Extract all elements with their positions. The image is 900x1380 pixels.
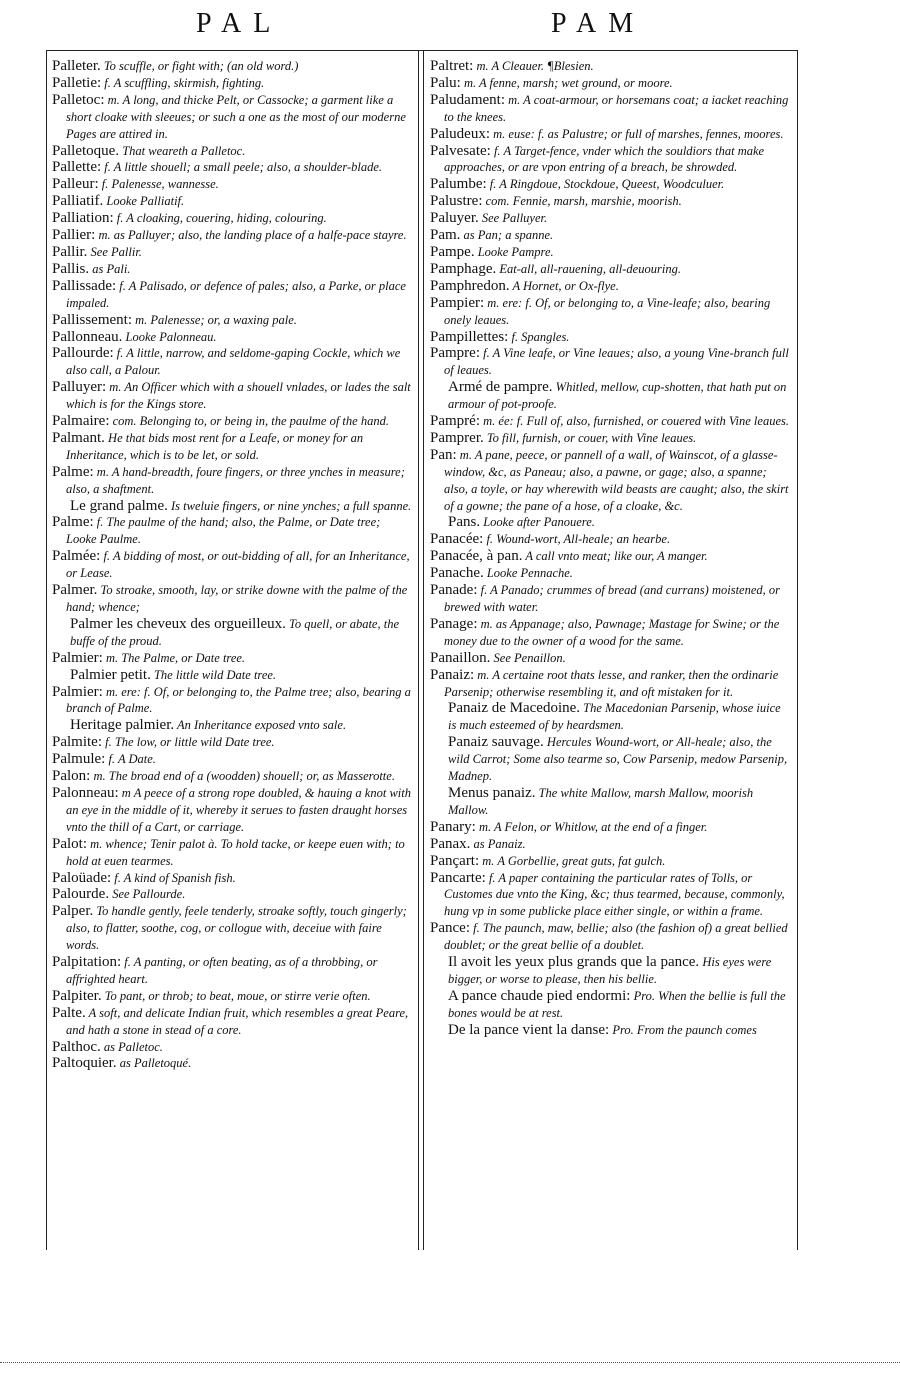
entry-definition: Hercules Wound-wort, or All-heale; also, the wild Carrot; Some also tearme so, Cow Parsenip, medow Parsenip, Madnep. [448,735,788,784]
entry-definition: The white Mallow, marsh Mallow, moorish Mallow. [448,785,754,817]
dictionary-entry [434,954,790,988]
entry-headword: Pampier: [430,294,485,311]
entry-headword: Pallonneau. [52,328,123,345]
entry-definition: Is tweluie fingers, or nine ynches; a full spanne. [167,498,412,513]
entry-definition: m. ere: f. Of, or belonging to, a Vine-leafe; also, bearing onely leaues. [444,295,771,327]
entry-headword: Palleur: [52,176,99,193]
dictionary-entry [430,870,790,921]
dictionary-entry [430,819,790,836]
dictionary-entry [430,531,790,548]
entry-headword: Paluyer. [430,210,479,227]
entry-definition: f. Palenesse, wannesse. [98,177,219,192]
entry-headword: Paludeux: [430,125,490,142]
entry-definition: Looke Pampre. [474,244,554,259]
dictionary-entry [52,988,412,1005]
entry-definition: Looke Palliatif. [103,194,185,209]
entry-definition: To handle gently, feele tenderly, stroake softly, touch gingerly; also, to flatter, soothe, cog, or collogue with, deceiue with faire words. [66,904,407,953]
frame-right-rule [797,50,798,1250]
dictionary-entry [52,159,412,176]
entry-definition: f. A Ringdoue, Stockdoue, Queest, Woodculuer. [486,177,725,192]
dictionary-entry [52,75,412,92]
entry-definition: f. The low, or little wild Date tree. [102,735,275,750]
entry-definition: m. ée: f. Full of, also, furnished, or couered with Vine leaues. [480,414,789,429]
entry-headword: Panary: [430,818,476,835]
dictionary-entry [52,278,412,312]
dictionary-entry [52,261,412,278]
entry-headword: Palmier: [52,649,103,666]
entry-headword: Pamphage. [430,260,497,277]
entry-headword: Panacée: [430,531,484,548]
entry-headword: Palot: [52,835,88,852]
entry-headword: Palu: [430,74,461,91]
frame-left-rule [46,50,47,1250]
entry-definition: com. Belonging to, or being in, the paulme of the hand. [109,414,389,429]
entry-definition: See Penaillon. [490,650,566,665]
dictionary-entry [430,58,790,75]
entry-headword: A pance chaude pied endormi: [448,987,631,1004]
page-bottom-edge [0,1362,900,1363]
entry-definition: A call vnto meat; like our, A manger. [522,549,708,564]
entry-headword: Palumbe: [430,176,487,193]
dictionary-entry [430,430,790,447]
entry-headword: Pamprer. [430,429,484,446]
dictionary-entry [52,379,412,413]
dictionary-entry [52,903,412,954]
dictionary-entry [430,210,790,227]
dictionary-entry [430,75,790,92]
entry-headword: Palletoc: [52,91,105,108]
entry-headword: Palmer les cheveux des orgueilleux. [70,615,286,632]
entry-definition: m. A Felon, or Whitlow, at the end of a finger. [475,819,708,834]
entry-definition: Eat-all, all-rauening, all-deuouring. [496,261,681,276]
dictionary-entry [56,717,412,734]
entry-definition: m. The broad end of a (woodden) shouell; or, as Masserotte. [90,769,395,784]
entry-definition: m. A pane, peece, or pannell of a wall, of Wainscot, of a glasse-window, &c, as Paneau; also, a pawne, or gage; also, a spanne; also, a toyle, or hay wherewith wild beasts are caught; also, the skirt of a gowne; the pane of a hose, of a cloake, &c. [444,447,789,513]
entry-headword: Palmer. [52,582,98,599]
entry-definition: He that bids most rent for a Leafe, or money for an Inheritance, which is to be let, or sold. [66,430,364,462]
dictionary-entry [52,92,412,143]
entry-headword: Pampre: [430,345,480,362]
entry-headword: Pampe. [430,243,475,260]
dictionary-entry [52,548,412,582]
entry-headword: Pam. [430,227,461,244]
dictionary-entry [52,836,412,870]
entry-definition: f. A cloaking, couering, hiding, colouring. [113,211,327,226]
entry-definition: Pro. From the paunch comes [609,1022,757,1037]
entry-headword: Palluyer: [52,379,107,396]
entry-headword: Pallissement: [52,311,132,328]
entry-headword: Panaillon. [430,649,491,666]
running-head-left: PAL [196,8,283,39]
dictionary-entry [430,582,790,616]
entry-definition: f. A bidding of most, or out-bidding of all, for an Inheritance, or Lease. [66,549,410,581]
dictionary-entry [430,345,790,379]
entry-definition: An Inheritance exposed vnto sale. [174,718,347,733]
entry-headword: Palper. [52,903,94,920]
dictionary-entry [430,413,790,430]
entry-definition: m A peece of a strong rope doubled, & hauing a knot with an eye in the middle of it, whereby it serues to fasten draught horses vnto the thill of a Cart, or carriage. [66,785,411,834]
entry-definition: com. Fennie, marsh, marshie, moorish. [482,194,682,209]
entry-definition: f. Spangles. [508,329,570,344]
dictionary-entry [430,261,790,278]
entry-headword: Palmaire: [52,413,110,430]
dictionary-entry [434,514,790,531]
entry-definition: as Pali. [89,261,131,276]
entry-definition: Looke Pennache. [483,566,573,581]
dictionary-entry [52,430,412,464]
entry-headword: Heritage palmier. [70,717,175,734]
dictionary-entry [430,565,790,582]
entry-definition: m. Palenesse; or, a waxing pale. [132,312,297,327]
dictionary-entry [52,413,412,430]
dictionary-entry [434,988,790,1022]
dictionary-entry [430,193,790,210]
entry-headword: Palmée: [52,548,101,565]
entry-definition: m. whence; Tenir palot à. To hold tacke, or keepe euen with; to hold at euen tearmes. [66,836,405,868]
right-column [430,58,790,1039]
entry-definition: m. A fenne, marsh; wet ground, or moore. [460,75,673,90]
dictionary-entry [52,684,412,718]
dictionary-entry [52,176,412,193]
entry-headword: Panax. [430,835,471,852]
entry-definition: See Palluyer. [478,211,548,226]
dictionary-entry [430,548,790,565]
dictionary-entry [52,329,412,346]
entry-headword: Pampré: [430,413,480,430]
entry-definition: m. A long, and thicke Pelt, or Cassocke; a garment like a short cloake with sleeues; or such a one as the most of our moderne Pages are attired in. [66,92,406,141]
entry-definition: The Macedonian Parsenip, whose iuice is much esteemed of by heardsmen. [448,701,781,733]
entry-headword: Palletoque. [52,142,120,159]
entry-definition: f. A Panado; crummes of bread (and currans) moistened, or brewed with water. [444,583,781,614]
dictionary-entry [434,734,790,785]
entry-definition: m. A Cleauer. ¶Blesien. [473,59,594,73]
entry-definition: To pant, or throb; to beat, moue, or stirre verie often. [101,988,371,1003]
entry-definition: as Pan; a spanne. [460,228,554,243]
entry-definition: His eyes were bigger, or worse to please, then his bellie. [448,955,772,986]
entry-headword: Palpiter. [52,987,102,1004]
dictionary-entry [52,768,412,785]
entry-definition: To fill, furnish, or couer, with Vine leaues. [483,430,697,445]
entry-definition: Looke Palonneau. [122,329,217,344]
entry-headword: Palpitation: [52,954,122,971]
entry-headword: Pamphredon. [430,277,510,294]
entry-headword: Palte. [52,1004,86,1021]
entry-definition: f. A paper containing the particular rates of Tolls, or Customes due vnto the King, &c; thus tearmed, because, commonly, hung vp in some publicke place either single, or within a frame. [444,870,785,919]
entry-headword: Panacée, à pan. [430,548,523,565]
dictionary-entry [52,734,412,751]
entry-definition: To stroake, smooth, lay, or strike downe with the palme of the hand; whence; [66,583,408,614]
entry-definition: m. A hand-breadth, foure fingers, or three ynches in measure; also, a shaftment. [66,464,405,496]
entry-definition: Whitled, mellow, cup-shotten, that hath put on armour of pot-proofe. [448,380,787,412]
entry-definition: as Panaiz. [470,836,526,851]
entry-definition: A Hornet, or Ox-flye. [509,278,619,293]
entry-headword: Palmant. [52,429,105,446]
dictionary-entry [52,582,412,616]
entry-headword: Pançart: [430,852,480,869]
entry-headword: Pancarte: [430,869,486,886]
entry-headword: Paltret: [430,58,474,74]
entry-definition: See Pallourde. [109,887,186,902]
entry-definition: f. A little, narrow, and seldome-gaping Cockle, which we also call, a Palour. [66,346,401,378]
dictionary-entry [52,751,412,768]
entry-headword: Palthoc. [52,1038,101,1055]
entry-definition: m. euse: f. as Palustre; or full of marshes, fennes, moores. [490,126,784,141]
dictionary-entry [430,92,790,126]
entry-definition: A soft, and delicate Indian fruit, which resembles a great Peare, and hath a stone in stead of a core. [66,1005,409,1037]
dictionary-entry [430,295,790,329]
entry-headword: Palourde. [52,886,110,903]
dictionary-entry [434,785,790,819]
dictionary-entry [52,312,412,329]
entry-headword: Palvesate: [430,142,491,159]
entry-definition: The little wild Date tree. [150,667,277,682]
dictionary-entry [52,227,412,244]
dictionary-entry [430,329,790,346]
dictionary-entry [52,345,412,379]
dictionary-entry [430,650,790,667]
dictionary-entry [430,244,790,261]
entry-definition: Pro. When the bellie is full the bones would be at rest. [448,988,786,1020]
entry-headword: Palustre: [430,193,483,210]
entry-headword: Panaiz sauvage. [448,734,544,751]
entry-headword: Panage: [430,615,478,632]
entry-headword: Pallir. [52,243,88,260]
dictionary-entry [430,836,790,853]
entry-headword: Le grand palme. [70,497,168,514]
entry-definition: f. The paunch, maw, bellie; also (the fashion of) a great bellied doublet; or the great bellie of a doublet. [444,921,788,953]
entry-definition: f. A scuffling, skirmish, fighting. [101,75,265,90]
entry-headword: Palme: [52,514,94,531]
entry-headword: Menus panaiz. [448,784,536,801]
entry-definition: To quell, or abate, the buffe of the proud. [70,616,400,648]
dictionary-entry [52,143,412,160]
entry-headword: Palliatif. [52,193,104,210]
entry-definition: f. A kind of Spanish fish. [111,870,236,885]
entry-headword: Panache. [430,565,484,582]
entry-definition: f. A Date. [105,752,156,767]
dictionary-entry [430,126,790,143]
dictionary-entry [52,514,412,548]
entry-definition: m. as Palluyer; also, the landing place of a halfe-pace stayre. [95,228,407,243]
dictionary-entry [52,1055,412,1072]
dictionary-entry [52,1005,412,1039]
dictionary-entry [52,785,412,836]
entry-headword: Pallier: [52,227,96,244]
entry-headword: Paltoquier. [52,1055,117,1072]
entry-definition: Looke after Panouere. [480,515,595,530]
entry-headword: Panaiz: [430,666,475,683]
entry-headword: Palmier petit. [70,666,151,683]
entry-definition: m. A coat-armour, or horsemans coat; a iacket reaching to the knees. [444,92,789,124]
entry-headword: Palme: [52,463,94,480]
dictionary-entry [430,143,790,177]
entry-headword: Pampillettes: [430,328,509,345]
dictionary-entry [52,464,412,498]
entry-definition: f. A panting, or often beating, as of a throbbing, or affrighted heart. [66,955,378,986]
entry-definition: m. A certaine root thats lesse, and ranker, then the ordinarie Parsenip; otherwise resembling it, and oft mistaken for it. [444,667,779,699]
entry-headword: Paludament: [430,91,505,108]
entry-headword: Armé de pampre. [448,379,553,396]
entry-definition: m. A Gorbellie, great guts, fat gulch. [479,853,666,868]
dictionary-entry [434,700,790,734]
entry-headword: Palonneau: [52,784,119,801]
entry-headword: Palon: [52,768,91,785]
dictionary-entry [56,616,412,650]
left-column [52,58,412,1072]
entry-definition: That weareth a Palletoc. [119,143,246,158]
dictionary-entry [52,244,412,261]
page-header [46,8,798,50]
entry-headword: Pance: [430,920,470,937]
entry-definition: f. A little shouell; a small peele; also, a shoulder-blade. [101,160,383,175]
entry-definition: f. Wound-wort, All-heale; an hearbe. [483,532,671,547]
entry-headword: Il avoit les yeux plus grands que la pance. [448,954,700,971]
entry-definition: See Pallir. [87,244,142,259]
dictionary-entry [52,886,412,903]
dictionary-entry [434,1022,790,1039]
dictionary-entry [430,176,790,193]
entry-definition: f. A Palisado, or defence of pales; also, a Parke, or place impaled. [66,278,406,310]
dictionary-entry [430,227,790,244]
entry-definition: f. A Vine leafe, or Vine leaues; also, a young Vine-branch full of leaues. [444,346,789,378]
dictionary-entry [430,616,790,650]
dictionary-entry [430,920,790,954]
dictionary-entry [52,870,412,887]
entry-headword: Palletie: [52,74,102,91]
entry-headword: Pallette: [52,159,102,176]
entry-headword: Panaiz de Macedoine. [448,700,581,717]
entry-headword: Pan: [430,446,457,463]
entry-definition: m. An Officer which with a shouell vnlades, or lades the salt which is for the Kings store. [66,380,411,412]
entry-headword: Palleter. [52,58,101,74]
entry-headword: Palmule: [52,751,106,768]
entry-definition: m. as Appanage; also, Pawnage; Mastage for Swine; or the money due to the owner of a wood for the same. [444,616,780,648]
entry-definition: as Palletoqué. [116,1056,192,1071]
running-head-right: PAM [551,8,646,39]
dictionary-entry [430,853,790,870]
column-divider [418,50,424,1250]
dictionary-entry [52,210,412,227]
entry-headword: Paloüade: [52,869,112,886]
dictionary-entry [52,193,412,210]
entry-headword: Pallis. [52,260,90,277]
dictionary-entry [52,58,412,75]
entry-definition: f. The paulme of the hand; also, the Palme, or Date tree; Looke Paulme. [66,515,381,547]
entry-headword: Palmier: [52,683,103,700]
entry-headword: De la pance vient la danse: [448,1021,610,1038]
dictionary-entry [52,954,412,988]
dictionary-entry [430,278,790,295]
dictionary-entry [52,1039,412,1056]
dictionary-entry [56,667,412,684]
entry-headword: Pallissade: [52,277,117,294]
dictionary-entry [56,498,412,515]
entry-headword: Pans. [448,514,481,531]
entry-definition: To scuffle, or fight with; (an old word.) [100,59,299,73]
dictionary-entry [430,447,790,515]
entry-definition: m. ere: f. Of, or belonging to, the Palme tree; also, bearing a branch of Palme. [66,684,411,716]
entry-headword: Palmite: [52,734,102,751]
entry-definition: as Palletoc. [100,1039,163,1054]
entry-headword: Palliation: [52,210,114,227]
entry-headword: Panade: [430,582,478,599]
entry-definition: f. A Target-fence, vnder which the souldiors that make approaches, or are vpon entring of a breach, be shrowded. [444,143,765,175]
entry-headword: Pallourde: [52,345,114,362]
entry-definition: m. The Palme, or Date tree. [102,650,246,665]
dictionary-entry [52,650,412,667]
dictionary-entry [434,379,790,413]
dictionary-entry [430,667,790,701]
